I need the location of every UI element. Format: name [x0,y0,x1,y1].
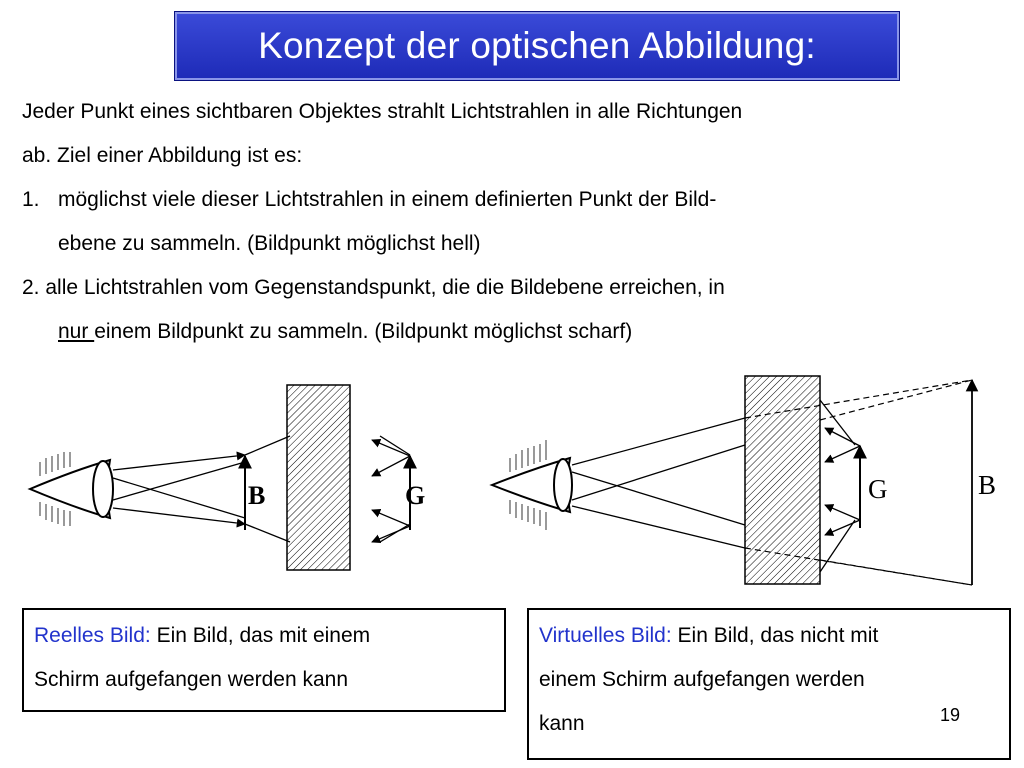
label-b-right: B [978,470,997,500]
list-item-1-line-2: ebene zu sammeln. (Bildpunkt möglichst hell) [58,232,481,255]
list-item-2: 2. alle Lichtstrahlen vom Gegenstandspunkt, die die Bildebene erreichen, in [22,276,725,299]
real-image-diagram [30,385,425,570]
eye-left-lens [93,461,113,517]
slide-title-box [175,12,899,80]
optical-element-left [287,385,350,570]
list-item-1-number: 1. [22,188,40,211]
label-b-left: B [248,481,266,510]
definition-virtual-line-3: kann [539,712,585,735]
label-g-left: G [405,481,426,510]
list-item-1-line-1: möglichst viele dieser Lichtstrahlen in einem definierten Punkt der Bild- [58,188,717,211]
definition-virtual-line-1: Ein Bild, das nicht mit [671,624,879,647]
page-number: 19 [940,705,961,725]
eye-right-lens [554,459,572,511]
slide-title: Konzept der optischen Abbildung: [258,25,816,66]
paragraph-line-1: Jeder Punkt eines sichtbaren Objektes strahlt Lichtstrahlen in alle Richtungen [22,100,743,123]
term-real-image: Reelles Bild: [34,624,151,647]
list-item-2-continued [22,310,1012,354]
definition-virtual-line-2: einem Schirm aufgefangen werden [539,668,865,691]
definition-virtual-image [527,608,1011,760]
body-paragraph [22,90,1012,354]
paragraph-line-2: ab. Ziel einer Abbildung ist es: [22,144,303,167]
optical-element-right [745,376,820,584]
optics-diagram [0,365,1024,610]
definition-real-line-2: Schirm aufgefangen werden kann [34,668,349,691]
label-g-right: G [868,474,888,504]
emphasis-nur: nur [58,320,95,343]
definition-real-image [22,608,506,712]
list-item-1 [22,178,1012,222]
list-item-1-continued [22,222,1012,266]
list-item-2-line-2: einem Bildpunkt zu sammeln. (Bildpunkt möglichst scharf) [94,320,633,343]
definition-real-line-1: Ein Bild, das mit einem [150,624,371,647]
term-virtual-image: Virtuelles Bild: [539,624,672,647]
virtual-image-diagram [492,376,996,585]
